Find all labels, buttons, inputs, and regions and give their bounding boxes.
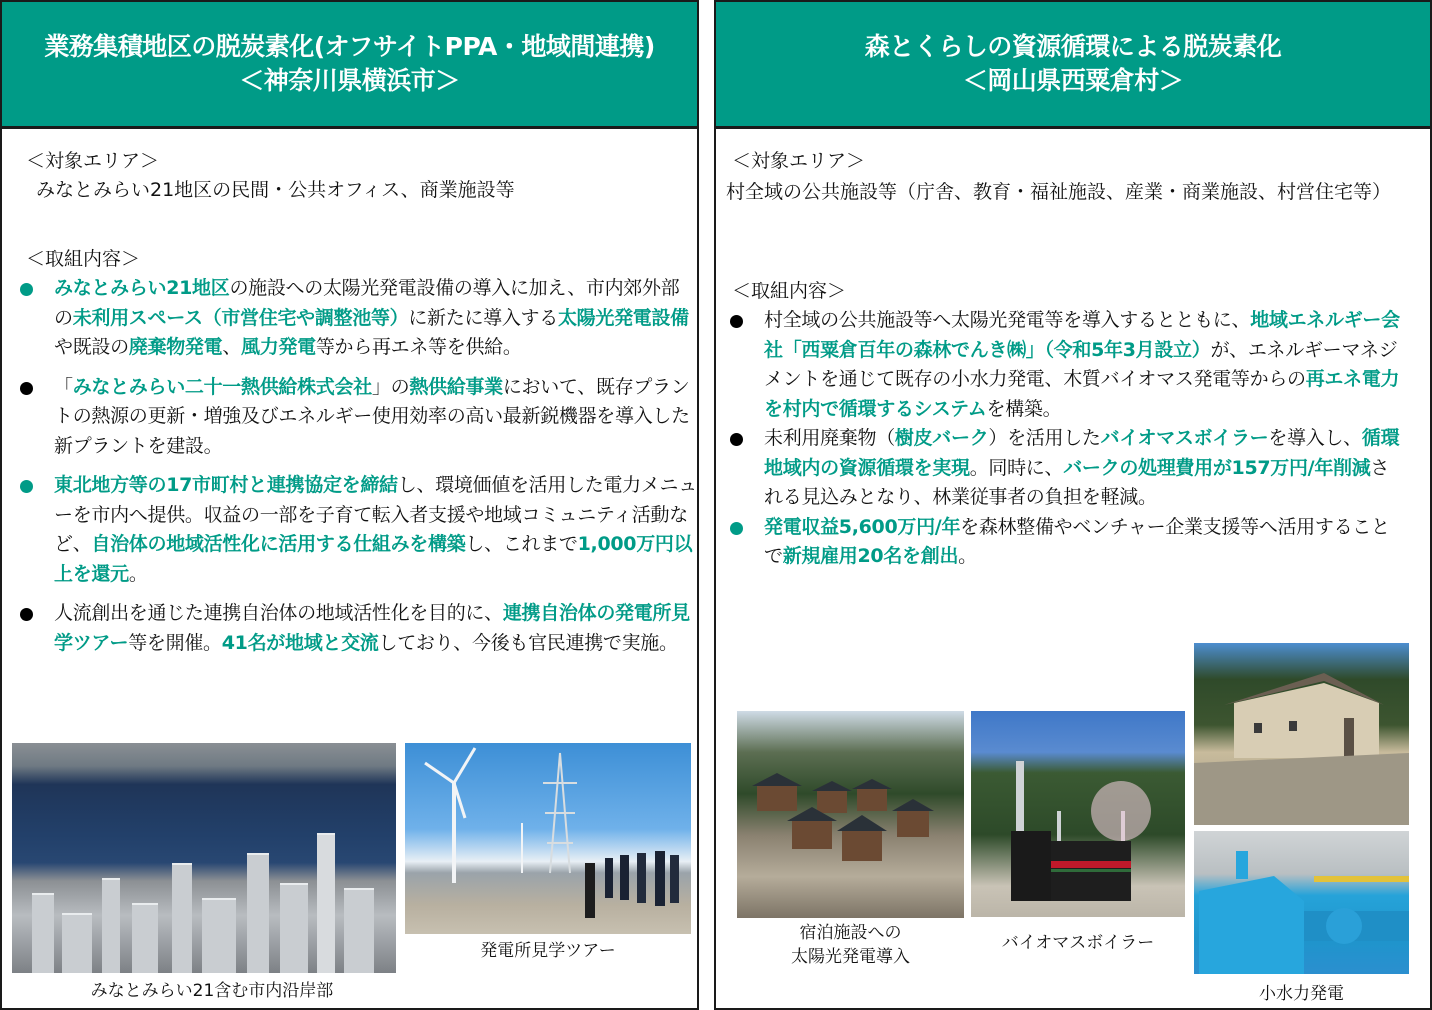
bullet-item	[726, 306, 1406, 424]
highlighted-text: 熱供給事業	[409, 375, 503, 398]
highlighted-text: 自治体の地域活性化に活用する仕組みを構築	[91, 533, 466, 555]
highlighted-text: 1,000万円以上を還元	[54, 533, 693, 585]
highlighted-text: みなとみらい21地区	[54, 277, 230, 299]
yokohama-panel	[0, 0, 699, 1010]
bullet-item	[16, 274, 698, 363]
photo-caption: バイオマスボイラー	[1001, 933, 1155, 953]
highlighted-text: 地域エネルギー会社「西粟倉百年の森林でんき㈱」（令和5年3月設立）	[764, 309, 1400, 361]
body-text: される見込みとなり、林業従事者の負担を軽減。	[764, 456, 1390, 508]
body-text: 」の	[371, 375, 410, 398]
body-text: 等を開催。	[128, 631, 222, 654]
hydro-plant-building-photo	[1194, 643, 1409, 825]
initiatives-label: ＜取組内容＞	[26, 248, 141, 270]
highlighted-text: 41名が地域と交流	[221, 631, 379, 654]
body-text: を導入し、	[1268, 427, 1362, 449]
photo-caption: 宿泊施設への 太陽光発電導入	[791, 923, 910, 967]
target-area-label: ＜対象エリア＞	[732, 150, 866, 172]
body-text: や既設の	[54, 336, 129, 358]
target-area-text: みなとみらい21地区の民間・公共オフィス、商業施設等	[36, 179, 515, 201]
bullet-item	[726, 513, 1406, 572]
solar-cabins-icon	[737, 711, 964, 918]
yokohama-location: ＜神奈川県横浜市＞	[239, 66, 460, 95]
nishiawakura-location: ＜岡山県西粟倉村＞	[962, 66, 1184, 95]
bullet-item	[16, 599, 698, 658]
bullet-dot-icon	[730, 433, 743, 446]
body-text: ）を活用した	[988, 427, 1101, 449]
bullet-dot-icon	[20, 382, 33, 395]
body-text: 、	[222, 336, 242, 358]
highlighted-text: 東北地方等の17市町村と連携協定を締結	[54, 474, 398, 496]
body-text: 。	[958, 545, 977, 567]
highlighted-text: 連携自治体の発電所見学ツアー	[54, 602, 690, 654]
body-text: 村全域の公共施設等へ太陽光発電等を導入するとともに、	[764, 309, 1251, 331]
wind-turbine-icon	[405, 743, 691, 934]
target-area-text: 村全域の公共施設等（庁舎、教育・福祉施設、産業・商業施設、村営住宅等）	[726, 181, 1392, 203]
bullet-dot-icon	[20, 283, 33, 296]
target-area-label: ＜対象エリア＞	[26, 150, 160, 172]
nishiawakura-header	[716, 2, 1430, 129]
highlighted-text: 風力発電	[241, 336, 316, 358]
initiatives-label: ＜取組内容＞	[732, 280, 847, 302]
body-text: を構築。	[986, 397, 1062, 420]
highlighted-text: 樹皮バーク	[894, 427, 989, 449]
body-text: に新たに導入する	[408, 306, 558, 329]
body-text: 未利用廃棄物（	[764, 427, 895, 449]
highlighted-text: バイオマスボイラー	[1100, 427, 1269, 449]
highlighted-text: 廃棄物発電	[128, 336, 223, 358]
body-text: 人流創出を通じた連携自治体の地域活性化を目的に、	[54, 602, 503, 624]
highlighted-text: バークの処理費用が157万円/年削減	[1063, 456, 1371, 479]
hydro-building-icon	[1194, 643, 1409, 825]
bullet-dot-icon	[730, 522, 743, 535]
lodging-solar-photo	[737, 711, 964, 918]
photo-caption: 発電所見学ツアー	[480, 941, 616, 961]
body-text: の施設への太陽光発電設備の導入に加え、市内郊外部の	[54, 277, 680, 329]
bullet-item	[726, 424, 1406, 513]
body-text: しており、今後も官民連携で実施。	[378, 631, 678, 654]
boiler-icon	[971, 711, 1185, 917]
yokohama-title: 業務集積地区の脱炭素化(オフサイトPPA・地域間連携)	[44, 32, 655, 61]
bullet-dot-icon	[20, 608, 33, 621]
highlighted-text: 未利用スペース（市営住宅や調整池等）	[72, 306, 409, 329]
power-plant-tour-photo	[405, 743, 691, 934]
body-text: 等から再エネ等を供給。	[315, 336, 522, 358]
initiatives-list	[726, 306, 1406, 572]
body-text: が、エネルギーマネジメントを通じて既存の小水力発電、木質バイオマス発電等からの	[764, 338, 1398, 390]
body-text: 「	[54, 375, 73, 398]
body-text: 。同時に、	[969, 456, 1064, 479]
highlighted-text: みなとみらい二十一熱供給株式会社	[72, 375, 372, 398]
photo-caption: 小水力発電	[1259, 984, 1344, 1004]
highlighted-text: 循環地域内の資源循環を実現	[764, 427, 1400, 479]
yokohama-header	[2, 2, 697, 129]
nishiawakura-panel	[714, 0, 1432, 1010]
minatomirai-aerial-photo	[12, 743, 396, 973]
body-text: し、これまで	[465, 533, 578, 555]
photo-caption: みなとみらい21含む市内沿岸部	[90, 981, 334, 1001]
bullet-dot-icon	[20, 480, 33, 493]
body-text: し、環境価値を活用した電力メニューを市内へ提供。収益の一部を子育て転入者支援や地域コミュニティ活動など、	[54, 474, 697, 555]
bullet-dot-icon	[730, 315, 743, 328]
highlighted-text: 再エネ電力を村内で循環するシステム	[764, 368, 1400, 420]
small-hydro-turbine-photo	[1194, 831, 1409, 974]
bullet-item	[16, 471, 698, 589]
turbine-icon	[1194, 831, 1409, 974]
body-text: 。	[128, 562, 148, 585]
initiatives-list	[16, 274, 698, 658]
nishiawakura-title: 森とくらしの資源循環による脱炭素化	[864, 32, 1282, 61]
bullet-item	[16, 373, 698, 462]
body-text: を森林整備やベンチャー企業支援等へ活用することで	[764, 515, 1390, 567]
biomass-boiler-photo	[971, 711, 1185, 917]
body-text: において、既存プラントの熱源の更新・増強及びエネルギー使用効率の高い最新鋭機器を導入した新プラントを建設。	[54, 375, 690, 457]
highlighted-text: 発電収益5,600万円/年	[764, 515, 961, 538]
highlighted-text: 太陽光発電設備	[557, 306, 689, 329]
highlighted-text: 新規雇用20名を創出	[782, 545, 959, 567]
